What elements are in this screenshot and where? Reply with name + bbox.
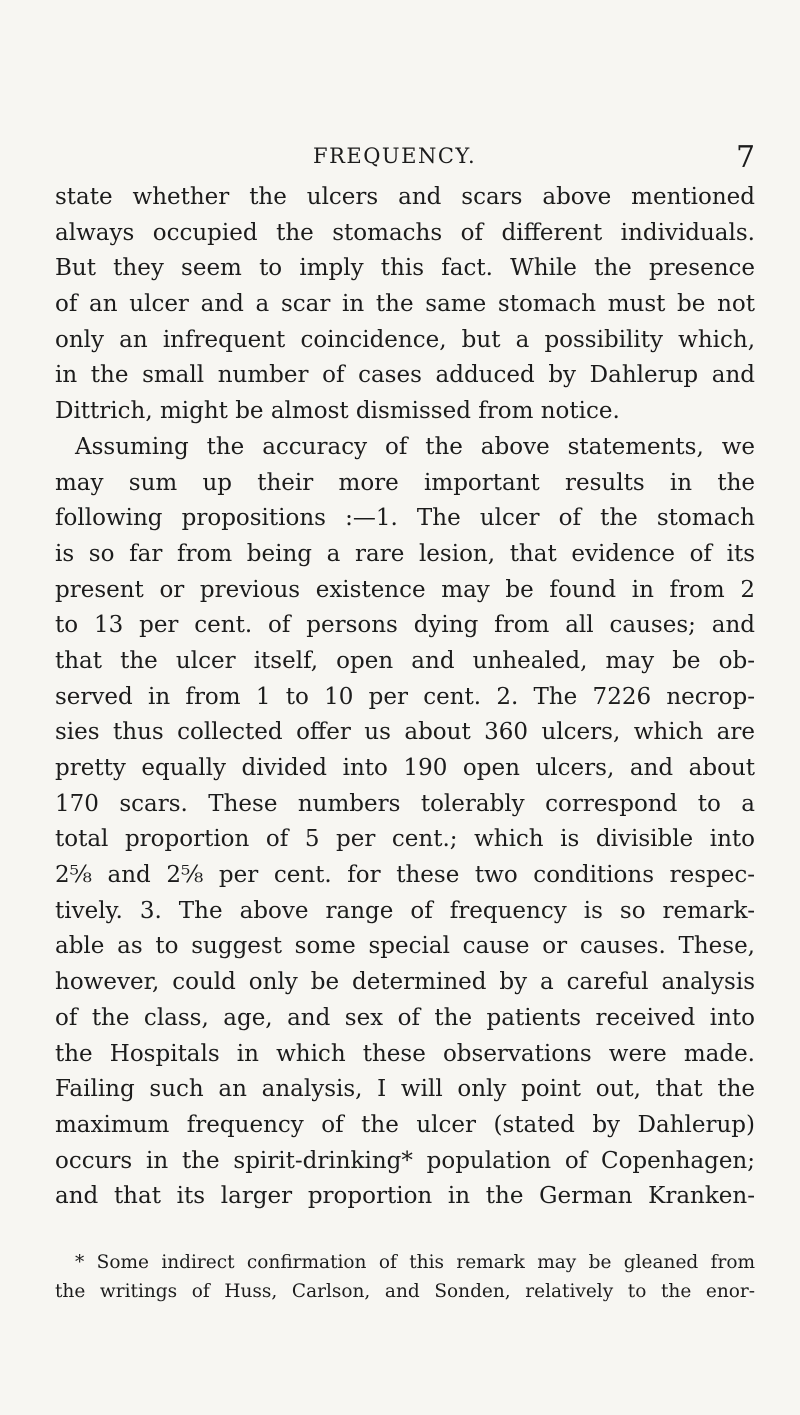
- footnote-line: * Some indirect confirmation of this remark may be gleaned from: [75, 1252, 755, 1273]
- text-line: Assuming the accuracy of the above statements, we: [75, 433, 755, 460]
- text-line: 170 scars. These numbers tolerably correspond to a: [55, 790, 755, 817]
- text-line: and that its larger proportion in the German Kranken-: [55, 1183, 755, 1210]
- page-number: 7: [736, 140, 756, 175]
- text-line: of an ulcer and a scar in the same stomach must be not: [55, 291, 755, 318]
- body-text: [55, 180, 755, 1215]
- text-line: state whether the ulcers and scars above mentioned: [55, 184, 755, 210]
- text-line: able as to suggest some special cause or causes. These,: [55, 933, 755, 960]
- text-line: total proportion of 5 per cent.; which is divisible into: [55, 826, 755, 853]
- text-line: of the class, age, and sex of the patients received into: [55, 1004, 755, 1031]
- text-line: present or previous existence may be found in from 2: [55, 576, 755, 603]
- text-line: the Hospitals in which these observations were made.: [55, 1040, 755, 1067]
- running-title: FREQUENCY.: [313, 144, 477, 168]
- text-line: however, could only be determined by a careful analysis: [55, 969, 755, 996]
- text-line: But they seem to imply this fact. While the presence: [55, 255, 755, 282]
- text-line: following propositions :—1. The ulcer of the stomach: [55, 505, 755, 532]
- text-line: maximum frequency of the ulcer (stated by Dahlerup): [55, 1111, 755, 1138]
- text-line: always occupied the stomachs of different individuals.: [55, 219, 755, 246]
- text-line: Failing such an analysis, I will only point out, that the: [55, 1076, 755, 1103]
- footnote: [55, 1248, 755, 1306]
- text-line: is so far from being a rare lesion, that evidence of its: [55, 540, 755, 567]
- text-line: to 13 per cent. of persons dying from all causes; and: [55, 612, 755, 639]
- text-line: tively. 3. The above range of frequency is so remark-: [55, 897, 755, 924]
- text-line: 2⅝ and 2⅝ per cent. for these two conditions respec-: [55, 862, 755, 889]
- text-line: occurs in the spirit-drinking* population of Copenhagen;: [55, 1147, 755, 1174]
- text-line: may sum up their more important results in the: [55, 469, 755, 496]
- text-line: only an infrequent coincidence, but a possibility which,: [55, 326, 755, 353]
- running-head: [0, 140, 800, 176]
- text-line: Dittrich, might be almost dismissed from notice.: [55, 398, 620, 425]
- footnote-line: the writings of Huss, Carlson, and Sonden, relatively to the enor-: [55, 1281, 755, 1302]
- text-line: pretty equally divided into 190 open ulcers, and about: [55, 755, 755, 781]
- text-line: served in from 1 to 10 per cent. 2. The 7226 necrop-: [55, 683, 755, 710]
- text-line: in the small number of cases adduced by Dahlerup and: [55, 362, 755, 389]
- text-line: that the ulcer itself, open and unhealed, may be ob-: [55, 647, 755, 674]
- text-line: sies thus collected offer us about 360 ulcers, which are: [55, 719, 755, 746]
